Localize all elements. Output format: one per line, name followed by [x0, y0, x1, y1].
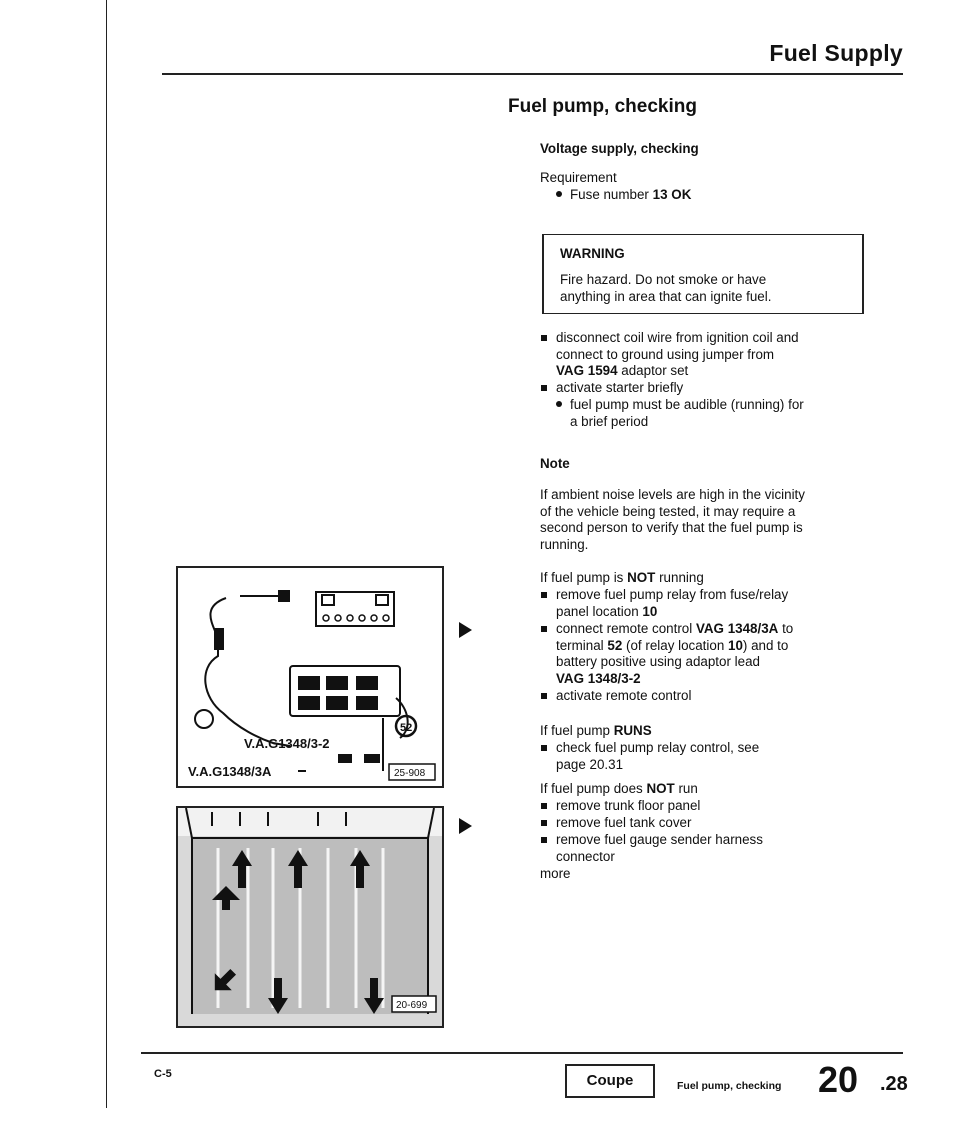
- intro-emphasis: NOT: [646, 781, 675, 796]
- step-activate-remote: activate remote control: [556, 688, 692, 703]
- trunk-floor-illustration: [178, 808, 442, 1026]
- section-title: Fuel pump, checking: [508, 96, 697, 117]
- runs-intro: [540, 723, 870, 740]
- square-bullet-icon: [541, 803, 547, 809]
- figure-ref-label: 20-699: [396, 1000, 428, 1011]
- note-line: of the vehicle being tested, it may require a: [540, 503, 796, 519]
- substep-line: a brief period: [570, 413, 649, 429]
- pointer-arrow-icon: [459, 818, 472, 834]
- footer-code: C-5: [154, 1068, 172, 1080]
- warning-line: Fire hazard. Do not smoke or have: [560, 272, 767, 287]
- terminal-label: 52: [400, 722, 413, 734]
- subsection-title: Voltage supply, checking: [540, 141, 699, 156]
- step-line: disconnect coil wire from ignition coil and: [556, 330, 799, 345]
- wiring-diagram-illustration: [178, 568, 442, 786]
- step-remove-trunk-floor: remove trunk floor panel: [556, 798, 701, 813]
- step-text: to: [782, 621, 794, 636]
- relay-location: 10: [728, 637, 743, 653]
- step-disconnect-coil: [556, 330, 886, 380]
- bullet-dot-icon: [556, 191, 562, 197]
- substep-line: fuel pump must be audible (running) for: [570, 397, 804, 412]
- step-line: [556, 363, 886, 380]
- step-line: page 20.31: [556, 756, 624, 772]
- requirement-prefix: Fuse number: [570, 187, 649, 202]
- page-number-major: 20: [818, 1059, 859, 1100]
- step-text: (of relay location: [626, 637, 725, 653]
- relay-location: 10: [642, 603, 658, 619]
- step-line: connector: [556, 848, 615, 864]
- pointer-arrow-icon: [459, 622, 472, 638]
- requirement-label: Requirement: [540, 170, 617, 185]
- square-bullet-icon: [541, 592, 547, 598]
- figure-ref-label: 25-908: [394, 768, 426, 779]
- binder-margin-line: [106, 0, 107, 1108]
- warning-body: [560, 271, 850, 305]
- header-rule: [162, 73, 903, 75]
- requirement-item: [556, 187, 886, 204]
- square-bullet-icon: [541, 837, 547, 843]
- intro-prefix: If fuel pump: [540, 723, 610, 738]
- square-bullet-icon: [541, 693, 547, 699]
- note-line: If ambient noise levels are high in the vicinity: [540, 487, 805, 502]
- tool-ref: VAG 1594: [556, 363, 618, 378]
- tool-suffix: adaptor set: [621, 363, 689, 378]
- label-remote-control: V.A.G1348/3A: [188, 764, 272, 779]
- note-title: Note: [540, 456, 570, 471]
- step-text: connect remote control: [556, 621, 693, 636]
- square-bullet-icon: [541, 626, 547, 632]
- intro-suffix: running: [659, 570, 704, 585]
- footer-rule: [141, 1052, 903, 1054]
- more-indicator: more: [540, 866, 571, 881]
- step-line: connect to ground using jumper from: [556, 346, 775, 362]
- fuse-status: OK: [671, 187, 692, 202]
- step-check-relay-control: [556, 740, 886, 773]
- step-text: panel location: [556, 603, 639, 619]
- step-line: remove fuel pump relay from fuse/relay: [556, 587, 789, 602]
- substep-pump-audible: [556, 397, 886, 430]
- figure-remote-control-wiring: [176, 566, 444, 788]
- step-remove-tank-cover: remove fuel tank cover: [556, 815, 692, 830]
- intro-prefix: If fuel pump is: [540, 570, 624, 585]
- square-bullet-icon: [541, 820, 547, 826]
- step-activate-starter: activate starter briefly: [556, 380, 684, 395]
- terminal-number: 52: [607, 637, 623, 653]
- note-line: running.: [540, 536, 589, 552]
- square-bullet-icon: [541, 745, 547, 751]
- note-line: second person to verify that the fuel pump is: [540, 520, 803, 535]
- step-line: battery positive using adaptor lead: [556, 654, 760, 669]
- tool-ref: VAG 1348/3A: [695, 621, 779, 636]
- warning-title: WARNING: [560, 246, 625, 261]
- step-line: check fuel pump relay control, see: [556, 740, 760, 755]
- warning-box: [542, 234, 864, 314]
- step-connect-remote: [556, 621, 886, 687]
- model-badge: Coupe: [565, 1064, 655, 1098]
- page-number-minor: .28: [880, 1073, 908, 1095]
- intro-suffix: run: [678, 781, 698, 796]
- note-body: [540, 487, 870, 553]
- not-running-intro: [540, 570, 870, 587]
- intro-emphasis: NOT: [627, 570, 656, 585]
- step-remove-relay: [556, 587, 886, 620]
- step-text: ) and to: [742, 637, 789, 653]
- step-line: remove fuel gauge sender harness: [556, 832, 763, 847]
- square-bullet-icon: [541, 335, 547, 341]
- intro-prefix: If fuel pump does: [540, 781, 643, 796]
- step-text: terminal: [556, 637, 604, 653]
- label-adaptor-lead: V.A.G1348/3-2: [244, 736, 330, 751]
- fuse-number: 13: [652, 187, 668, 202]
- step-remove-harness: [556, 832, 886, 865]
- figure-trunk-floor: [176, 806, 444, 1028]
- warning-line: anything in area that can ignite fuel.: [560, 289, 772, 304]
- square-bullet-icon: [541, 385, 547, 391]
- intro-emphasis: RUNS: [613, 723, 652, 738]
- bullet-dot-icon: [556, 401, 562, 407]
- tool-ref: VAG 1348/3-2: [556, 670, 641, 686]
- footer-caption: Fuel pump, checking: [677, 1080, 782, 1092]
- page-header-title: Fuel Supply: [769, 40, 903, 66]
- step-line: [556, 604, 886, 621]
- does-not-run-intro: [540, 781, 870, 798]
